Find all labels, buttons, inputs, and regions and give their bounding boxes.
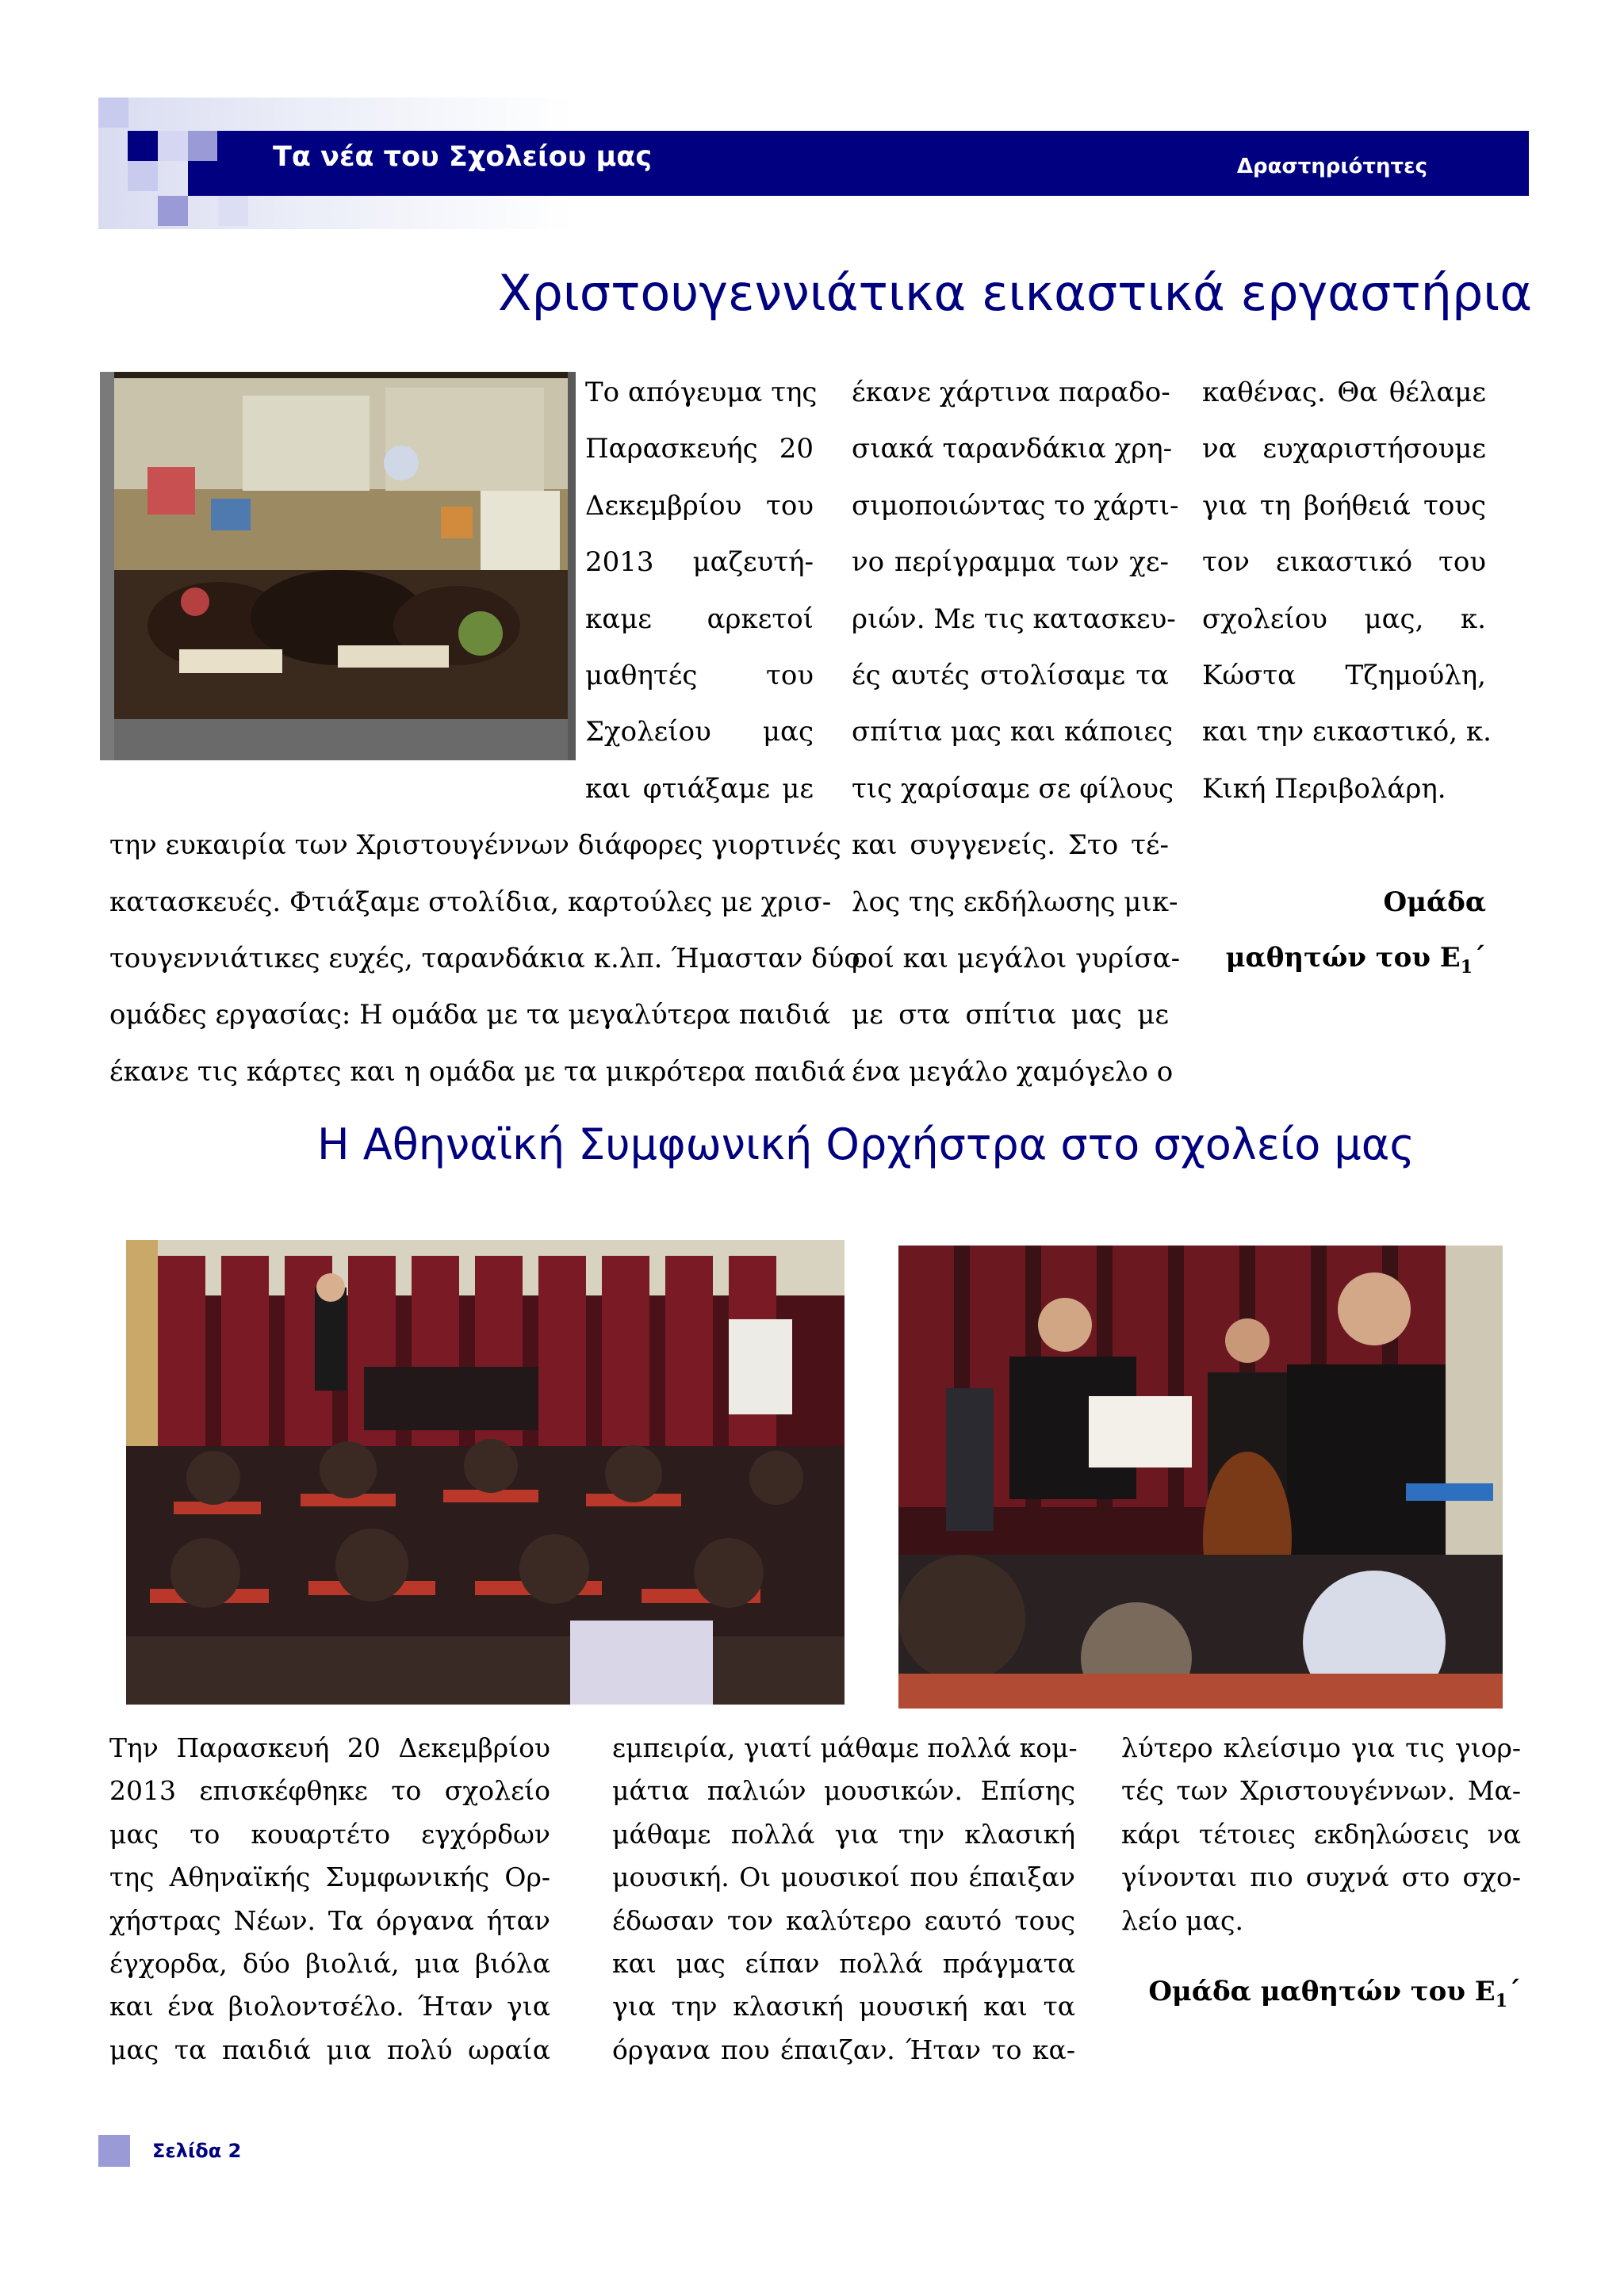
article-2-column-2: [612, 1727, 1078, 2072]
audience-photo-illustration: [126, 1240, 845, 1705]
text-line: λος της εκδήλωσης μικ-: [852, 886, 1178, 918]
text-line: τις χαρίσαμε σε φίλους: [852, 772, 1174, 805]
footer-square: [98, 2135, 130, 2167]
article-2-column-1: [109, 1727, 550, 2072]
section-label: Δραστηριότητες: [1236, 155, 1427, 178]
photo-concert-audience: [126, 1240, 845, 1705]
header-deco-square: [218, 196, 248, 226]
article-1-heading: Χριστουγεννιάτικα εικαστικά εργαστήρια: [498, 264, 1533, 322]
text-line: και φτιάξαμε με: [585, 772, 814, 805]
text-line: Κική Περιβολάρη.: [1202, 772, 1446, 805]
header-deco-square: [188, 131, 218, 161]
text-line: και ένα βιολοντσέλο. Ήταν για: [109, 1991, 550, 2022]
text-line: σπίτια μας και κάποιες: [852, 716, 1174, 748]
text-line: 2013 μαζευτή-: [585, 546, 814, 579]
text-line: μάθαμε πολλά για την κλασική: [612, 1818, 1075, 1850]
text-line: μαθητές του: [585, 660, 814, 692]
text-line: για την κλασική μουσική και τα: [612, 1991, 1075, 2022]
photo-string-quartet: [898, 1246, 1503, 1709]
text-line: μάτια παλιών μουσικών. Επίσης: [612, 1775, 1075, 1807]
text-line: Κώστα Τζημούλη,: [1202, 660, 1486, 692]
text-line: και συγγενείς. Στο τέ-: [852, 829, 1169, 862]
text-line: Σχολείου μας: [585, 716, 814, 748]
text-line: κάρι τέτοιες εκδηλώσεις να: [1121, 1818, 1521, 1850]
header-deco-square: [98, 98, 128, 128]
article-1-signature-line-1: [1383, 878, 1486, 926]
text-line: να ευχαριστήσουμε: [1202, 433, 1486, 465]
text-line: ριών. Με τις κατασκευ-: [852, 603, 1176, 635]
text-line: ές αυτές στολίσαμε τα: [852, 660, 1169, 692]
text-line: έδωσαν τον καλύτερο εαυτό τους: [612, 1904, 1075, 1936]
text-line: σχολείου μας, κ.: [1202, 603, 1486, 635]
signature-text: μαθητών του Ε: [1225, 942, 1461, 974]
text-line: της Αθηναϊκής Συμφωνικής Ορ-: [109, 1862, 550, 1893]
text-line: καμε αρκετοί: [585, 603, 814, 635]
text-line: ομάδες εργασίας: Η ομάδα με τα μεγαλύτερα παιδιά: [109, 999, 831, 1031]
signature-mark: ΄: [1473, 942, 1486, 974]
text-line: την ευκαιρία των Χριστουγέννων διάφορες γιορτινές: [109, 829, 841, 862]
text-line: Παρασκευής 20: [585, 433, 814, 465]
text-line: Το απόγευμα της: [585, 377, 818, 408]
text-line: λείο μας.: [1121, 1904, 1244, 1936]
text-line: κατασκευές. Φτιάξαμε στολίδια, καρτούλες με χρισ-: [109, 886, 832, 918]
text-line: μας τα παιδιά μια πολύ ωραία: [109, 2034, 550, 2065]
text-line: όργανα που έπαιζαν. Ήταν το κα-: [612, 2034, 1075, 2065]
article-2-heading: Η Αθηναϊκή Συμφωνική Ορχήστρα στο σχολείο μας: [317, 1119, 1415, 1169]
signature-text: Ομάδα μαθητών του Ε: [1148, 1976, 1496, 2007]
text-line: καθένας. Θα θέλαμε: [1202, 377, 1486, 408]
article-2-column-3: [1121, 1727, 1521, 1942]
text-line: ένα μεγάλο χαμόγελο ο: [852, 1055, 1174, 1088]
signature-subscript: 1: [1495, 1990, 1507, 2011]
text-line: και μας είπαν πολλά πράγματα: [612, 1948, 1075, 1980]
text-line: για τη βοήθειά τους: [1202, 489, 1486, 522]
signature-mark: ΄: [1507, 1976, 1521, 2007]
article-2-signature: [1148, 1968, 1521, 2025]
header-deco-square: [128, 161, 158, 191]
text-line: εμπειρία, γιατί μάθαμε πολλά κομ-: [612, 1732, 1078, 1763]
text-line: έγχορδα, δύο βιολιά, μια βιόλα: [109, 1948, 550, 1980]
text-line: μας το κουαρτέτο εγχόρδων: [109, 1818, 550, 1850]
text-line: γίνονται πιο συχνά στο σχο-: [1121, 1862, 1521, 1893]
text-line: τουγεννιάτικες ευχές, ταρανδάκια κ.λπ. Ήμασταν δύο: [109, 943, 860, 975]
signature-text: Ομάδα: [1383, 886, 1486, 918]
text-line: Δεκεμβρίου του: [585, 489, 814, 522]
text-line: νο περίγραμμα των χε-: [852, 546, 1169, 579]
text-line: με στα σπίτια μας με: [852, 999, 1169, 1031]
signature-subscript: 1: [1460, 956, 1473, 978]
article-1-column-2: [852, 365, 1181, 1100]
text-line: μουσική. Οι μουσικοί που έπαιξαν: [612, 1862, 1075, 1893]
text-line: σιμοποιώντας το χάρτι-: [852, 489, 1179, 522]
text-line: και την εικαστικό, κ.: [1202, 716, 1492, 748]
article-1-signature-line-2: [1226, 934, 1486, 991]
text-line: τές των Χριστουγέννων. Μα-: [1121, 1775, 1521, 1807]
newsletter-title: Τα νέα του Σχολείου μας: [273, 141, 653, 173]
text-line: 2013 επισκέφθηκε το σχολείο: [109, 1775, 550, 1807]
text-line: ροί και μεγάλοι γυρίσα-: [852, 943, 1181, 975]
text-line: έκανε τις κάρτες και η ομάδα με τα μικρότερα παιδιά: [109, 1055, 846, 1088]
header-deco-square: [158, 196, 188, 226]
text-line: έκανε χάρτινα παραδο-: [852, 377, 1170, 408]
article-1-column-1: [109, 365, 860, 1100]
article-1-column-3: [1202, 365, 1492, 817]
text-line: Την Παρασκευή 20 Δεκεμβρίου: [109, 1732, 550, 1763]
header-deco-square: [188, 161, 218, 196]
text-line: λύτερο κλείσιμο για τις γιορ-: [1121, 1732, 1521, 1763]
text-line: χήστρας Νέων. Τα όργανα ήταν: [109, 1904, 550, 1936]
header-deco-square: [158, 131, 188, 161]
text-line: τον εικαστικό του: [1202, 546, 1486, 579]
text-line: σιακά ταρανδάκια χρη-: [852, 433, 1173, 465]
page-number: Σελίδα 2: [152, 2140, 242, 2162]
header-deco-square: [128, 131, 158, 161]
quartet-photo-illustration: [898, 1246, 1503, 1709]
